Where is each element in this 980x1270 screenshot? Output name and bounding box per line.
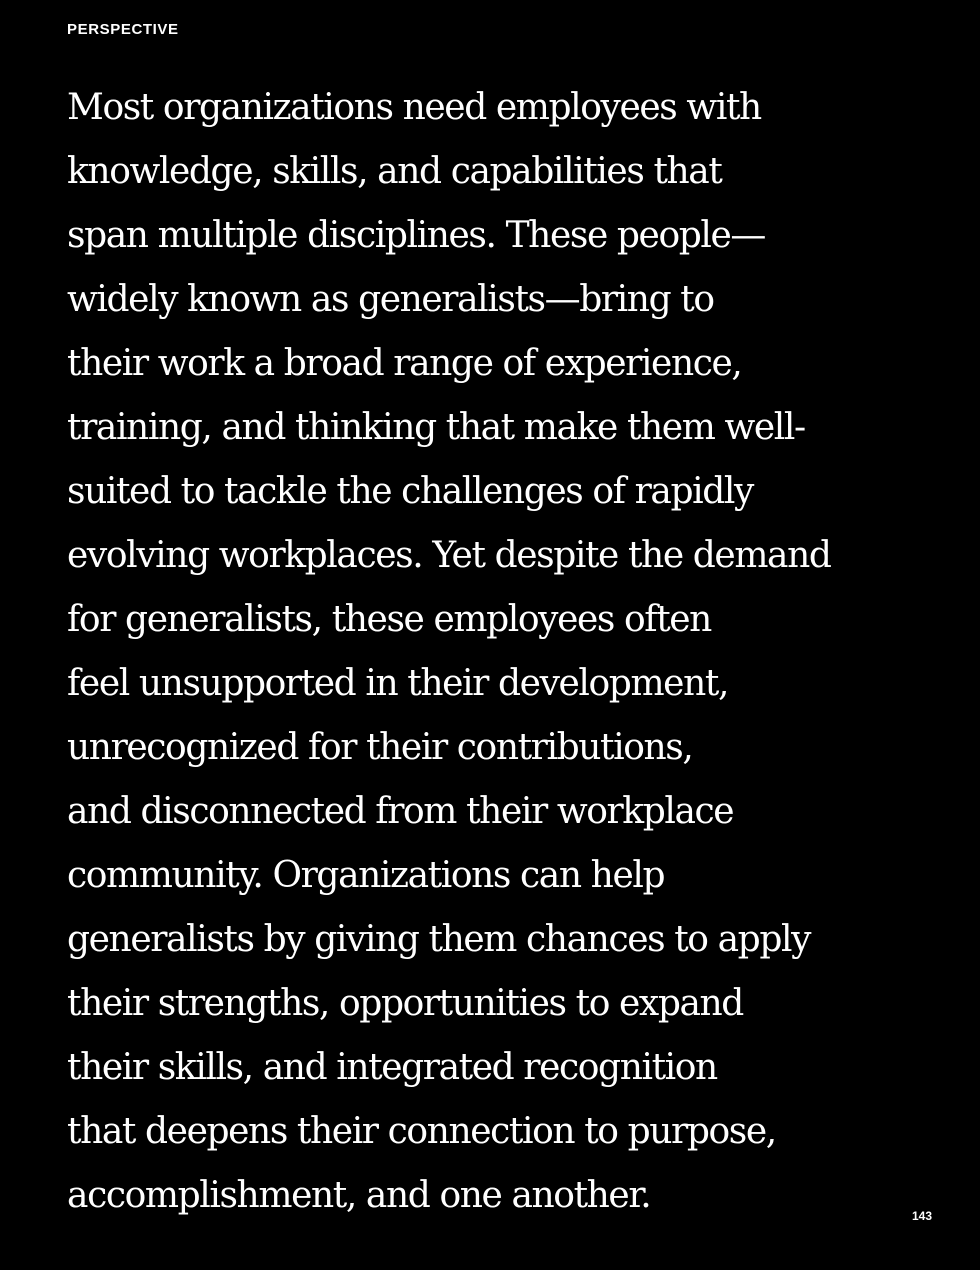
paragraph-line: their skills, and integrated recognition <box>67 1047 717 1088</box>
paragraph-line: their work a broad range of experience, <box>67 343 742 384</box>
paragraph-line: accomplishment, and one another. <box>67 1175 651 1216</box>
paragraph-line: for generalists, these employees often <box>67 599 711 640</box>
paragraph-line: community. Organizations can help <box>67 855 665 896</box>
page-number: 143 <box>911 1209 932 1223</box>
paragraph-line: evolving workplaces. Yet despite the demand <box>67 535 831 576</box>
paragraph-line: Most organizations need employees with <box>67 87 761 128</box>
paragraph-line: feel unsupported in their development, <box>67 663 728 704</box>
paragraph-line: span multiple disciplines. These people— <box>67 215 765 256</box>
paragraph-line: their strengths, opportunities to expand <box>67 983 743 1024</box>
section-label: PERSPECTIVE <box>67 21 179 38</box>
paragraph-line: suited to tackle the challenges of rapidly <box>67 471 753 512</box>
paragraph-line: generalists by giving them chances to apply <box>67 919 811 960</box>
paragraph-line: widely known as generalists—bring to <box>67 279 714 320</box>
body-paragraph <box>67 76 967 1228</box>
paragraph-line: that deepens their connection to purpose, <box>67 1111 776 1152</box>
paragraph-line: knowledge, skills, and capabilities that <box>67 151 722 192</box>
paragraph-line: training, and thinking that make them well- <box>67 407 805 448</box>
paragraph-line: and disconnected from their workplace <box>67 791 734 832</box>
paragraph-line: unrecognized for their contributions, <box>67 727 693 768</box>
